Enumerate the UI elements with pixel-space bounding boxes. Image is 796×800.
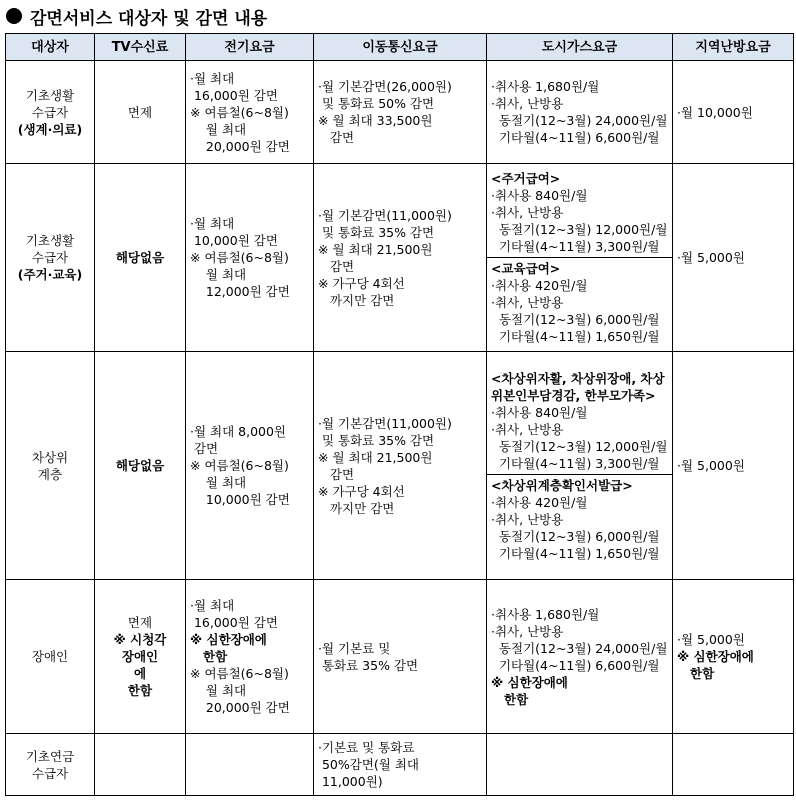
mobile-cell (314, 734, 487, 796)
header-target: 대상자 (6, 34, 95, 61)
gas-block (491, 78, 668, 146)
electricity-cell-line: 12,000원 감면 (190, 284, 290, 299)
heating-cell (673, 734, 794, 796)
tv-fee-cell-line: 한함 (127, 683, 153, 698)
mobile-cell (314, 61, 487, 164)
tv-fee-cell (95, 164, 186, 352)
mobile-cell-line: ·기본료 및 통화료 (318, 740, 415, 755)
gas-block (491, 370, 668, 472)
electricity-cell-line: ·월 최대 (190, 598, 235, 613)
header-gas: 도시가스요금 (487, 34, 673, 61)
mobile-cell-line: 까지만 감면 (318, 500, 395, 516)
electricity-cell (186, 580, 314, 734)
gas-block (487, 257, 672, 345)
table-row (6, 164, 794, 352)
gas-line: 동절기(12~3월) 6,000원/월 (491, 312, 660, 327)
electricity-cell-line: ※ 여름철(6~8월) (190, 104, 289, 120)
bullet-circle-icon (6, 8, 22, 24)
electricity-cell-line: ※ 여름철(6~8월) (190, 458, 289, 473)
gas-line: 기타월(4~11월) 6,600원/월 (491, 130, 660, 145)
mobile-cell-line: 11,000원) (318, 774, 383, 789)
mobile-cell-line: ·월 기본감면(26,000원) (318, 79, 452, 94)
gas-block-header: <주거급여> (491, 171, 561, 186)
gas-line: ·취사용 1,680원/월 (491, 606, 600, 622)
tv-fee-cell-line: 해당없음 (115, 458, 165, 473)
target-cell-line: 기초연금 (25, 748, 75, 764)
gas-line: 동절기(12~3월) 12,000원/월 (491, 222, 668, 237)
mobile-cell-line: ·월 기본감면(11,000원) (318, 207, 452, 223)
electricity-cell-line: 16,000원 감면 (190, 87, 278, 103)
gas-cell (487, 352, 673, 580)
gas-cell (487, 61, 673, 164)
mobile-cell-line: ·월 기본감면(11,000원) (318, 415, 452, 431)
electricity-cell (186, 352, 314, 580)
heating-cell-line: ※ 심한장애에 (677, 649, 754, 664)
tv-fee-cell (95, 352, 186, 580)
gas-line: ※ 심한장애에 (491, 674, 568, 690)
tv-fee-cell-line: ※ 시청각 (113, 632, 167, 647)
mobile-cell-line: 및 통화료 35% 감면 (318, 432, 435, 448)
electricity-cell-line: 10,000원 감면 (190, 233, 278, 248)
gas-line: 기타월(4~11월) 6,600원/월 (491, 657, 660, 673)
electricity-cell-line: 한함 (190, 649, 228, 664)
target-cell-line: (주거·교육) (17, 267, 83, 282)
mobile-cell-line: ※ 월 최대 33,500원 (318, 113, 433, 128)
gas-block-header: <교육급여> (491, 261, 561, 276)
electricity-cell (186, 734, 314, 796)
electricity-cell-line: 20,000원 감면 (190, 138, 290, 154)
gas-line: 동절기(12~3월) 24,000원/월 (491, 113, 668, 128)
heating-cell (673, 61, 794, 164)
electricity-cell-line: 10,000원 감면 (190, 492, 290, 507)
gas-line: ·취사, 난방용 (491, 421, 564, 437)
gas-line: ·취사용 1,680원/월 (491, 79, 600, 94)
electricity-cell-line: 월 최대 (190, 267, 247, 282)
mobile-cell-line: ※ 월 최대 21,500원 (318, 449, 433, 465)
electricity-cell-line: ·월 최대 (190, 70, 235, 86)
gas-line: ·취사용 420원/월 (491, 494, 588, 510)
mobile-cell (314, 352, 487, 580)
target-cell-line: 계층 (37, 466, 63, 482)
gas-line: ·취사용 840원/월 (491, 188, 588, 203)
gas-line: 동절기(12~3월) 12,000원/월 (491, 438, 668, 454)
mobile-cell-line: 및 통화료 35% 감면 (318, 224, 435, 240)
target-cell-line: 기초생활 (25, 87, 75, 103)
heating-cell-line: 한함 (677, 666, 715, 681)
gas-line: 기타월(4~11월) 1,650원/월 (491, 545, 660, 561)
heating-cell-line: ·월 5,000원 (677, 632, 745, 647)
gas-block-header: <차상위자활, 차상위장애, 차상위본인부담경감, 한부모가족> (491, 370, 665, 403)
tv-fee-cell (95, 61, 186, 164)
tv-fee-cell-line: 해당없음 (115, 250, 165, 265)
target-cell-line: 장애인 (31, 649, 69, 664)
table-row (6, 352, 794, 580)
target-cell-line: 기초생활 (25, 233, 75, 248)
target-cell-line: 수급자 (31, 104, 69, 120)
mobile-cell (314, 580, 487, 734)
table-row (6, 61, 794, 164)
header-tv: TV수신료 (95, 34, 186, 61)
mobile-cell (314, 164, 487, 352)
header-electricity: 전기요금 (186, 34, 314, 61)
mobile-cell-line: 까지만 감면 (318, 292, 395, 308)
gas-line: 한함 (491, 691, 529, 707)
heating-cell (673, 164, 794, 352)
tv-fee-cell-line: 장애인 (121, 649, 159, 664)
electricity-cell (186, 164, 314, 352)
gas-cell (487, 580, 673, 734)
heating-cell-line: ·월 10,000원 (677, 104, 753, 120)
gas-line: 동절기(12~3월) 6,000원/월 (491, 528, 660, 544)
mobile-cell-line: ※ 월 최대 21,500원 (318, 241, 433, 257)
electricity-cell-line: 20,000원 감면 (190, 700, 290, 715)
mobile-cell-line: ·월 기본료 및 (318, 640, 391, 656)
gas-cell (487, 734, 673, 796)
gas-block (491, 606, 668, 708)
gas-line: ·취사, 난방용 (491, 295, 564, 310)
gas-line: ·취사용 420원/월 (491, 278, 588, 293)
table-row (6, 734, 794, 796)
target-cell (6, 580, 95, 734)
target-cell-line: (생계·의료) (17, 121, 83, 137)
table-row (6, 580, 794, 734)
gas-line: 동절기(12~3월) 24,000원/월 (491, 640, 668, 656)
target-cell (6, 164, 95, 352)
electricity-cell-line: 월 최대 (190, 121, 247, 137)
mobile-cell-line: 감면 (318, 466, 355, 482)
mobile-cell-line: ※ 가구당 4회선 (318, 483, 405, 499)
heating-cell (673, 352, 794, 580)
target-cell (6, 734, 95, 796)
tv-fee-cell (95, 734, 186, 796)
header-heating: 지역난방요금 (673, 34, 794, 61)
electricity-cell-line: 월 최대 (190, 475, 247, 490)
mobile-cell-line: ※ 가구당 4회선 (318, 275, 405, 291)
electricity-cell-line: 감면 (190, 441, 219, 456)
target-cell-line: 수급자 (31, 765, 69, 781)
mobile-cell-line: 통화료 35% 감면 (318, 657, 419, 673)
gas-cell (487, 164, 673, 352)
heating-cell-line: ·월 5,000원 (677, 250, 745, 265)
electricity-cell (186, 61, 314, 164)
target-cell-line: 수급자 (31, 250, 69, 265)
gas-line: 기타월(4~11월) 3,300원/월 (491, 239, 660, 254)
target-cell (6, 352, 95, 580)
gas-line: 기타월(4~11월) 3,300원/월 (491, 455, 660, 471)
tv-fee-cell-line: 면제 (127, 104, 153, 120)
title-text: 감면서비스 대상자 및 감면 내용 (30, 8, 268, 29)
target-cell (6, 61, 95, 164)
heating-cell (673, 580, 794, 734)
mobile-cell-line: 감면 (318, 258, 355, 274)
gas-block (487, 474, 672, 562)
discount-table (5, 33, 794, 796)
electricity-cell-line: ※ 심한장애에 (190, 632, 267, 647)
gas-block (491, 170, 668, 255)
tv-fee-cell-line: 에 (133, 666, 147, 681)
electricity-cell-line: 월 최대 (190, 683, 247, 698)
gas-line: ·취사, 난방용 (491, 96, 564, 111)
gas-line: ·취사, 난방용 (491, 623, 564, 639)
tv-fee-cell-line: 면제 (127, 615, 153, 630)
heating-cell-line: ·월 5,000원 (677, 458, 745, 473)
mobile-cell-line: 50%감면(월 최대 (318, 757, 419, 772)
electricity-cell-line: 16,000원 감면 (190, 615, 278, 630)
electricity-cell-line: ·월 최대 8,000원 (190, 424, 287, 439)
mobile-cell-line: 감면 (318, 130, 355, 145)
target-cell-line: 차상위 (31, 449, 69, 465)
electricity-cell-line: ※ 여름철(6~8월) (190, 666, 289, 681)
gas-line: ·취사용 840원/월 (491, 404, 588, 420)
mobile-cell-line: 및 통화료 50% 감면 (318, 96, 435, 111)
electricity-cell-line: ※ 여름철(6~8월) (190, 250, 289, 265)
header-mobile: 이동통신요금 (314, 34, 487, 61)
page-title (6, 2, 267, 30)
electricity-cell-line: ·월 최대 (190, 216, 235, 231)
gas-line: 기타월(4~11월) 1,650원/월 (491, 329, 660, 344)
tv-fee-cell (95, 580, 186, 734)
gas-block-header: <차상위계층확인서발급> (491, 477, 633, 493)
gas-line: ·취사, 난방용 (491, 205, 564, 220)
header-row (6, 34, 794, 61)
gas-line: ·취사, 난방용 (491, 511, 564, 527)
